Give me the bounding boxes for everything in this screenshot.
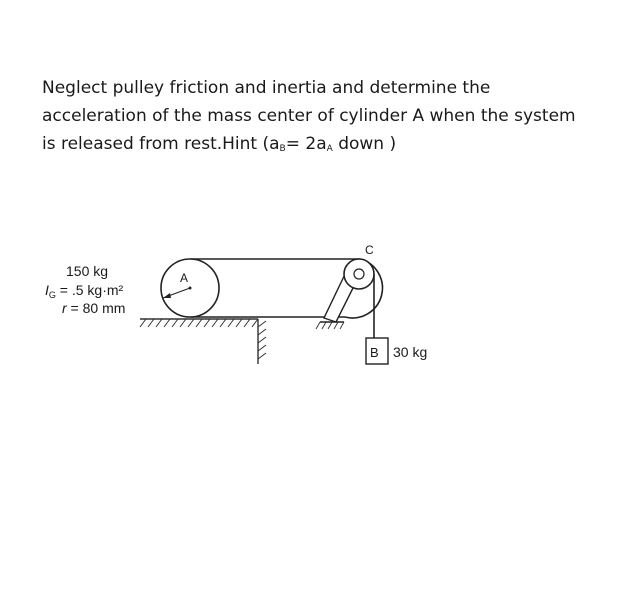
- problem-line-3-suffix: down ): [332, 134, 397, 154]
- problem-line-3-prefix: is released from rest.Hint (a: [42, 134, 280, 154]
- inertia-subscript: G: [48, 290, 56, 300]
- cylinder-mass: 150 kg: [66, 263, 109, 279]
- inertia-symbol: I: [45, 282, 49, 298]
- radius-label: [62, 300, 125, 316]
- problem-line-3-mid: = 2a: [285, 134, 327, 154]
- radius-value: = 80 mm: [66, 300, 126, 316]
- cylinder-label: A: [180, 271, 189, 285]
- pulley-hub: [354, 269, 364, 279]
- inertia-label: [45, 282, 124, 300]
- pulley-label: C: [365, 243, 374, 257]
- ground-hatching: [140, 319, 266, 364]
- subscript-a: A: [326, 144, 333, 154]
- problem-line-1: Neglect pulley friction and inertia and determine the: [42, 78, 491, 98]
- block-mass: 30 kg: [393, 344, 428, 360]
- inertia-value: = .5 kg·m²: [55, 282, 124, 298]
- problem-line-2: acceleration of the mass center of cylinder A when the system: [42, 106, 576, 126]
- block-label: B: [370, 345, 379, 360]
- cylinder-center: [189, 287, 192, 290]
- bracket-hatching: [316, 322, 344, 329]
- radius-symbol: r: [62, 300, 67, 316]
- subscript-b: B: [279, 144, 286, 154]
